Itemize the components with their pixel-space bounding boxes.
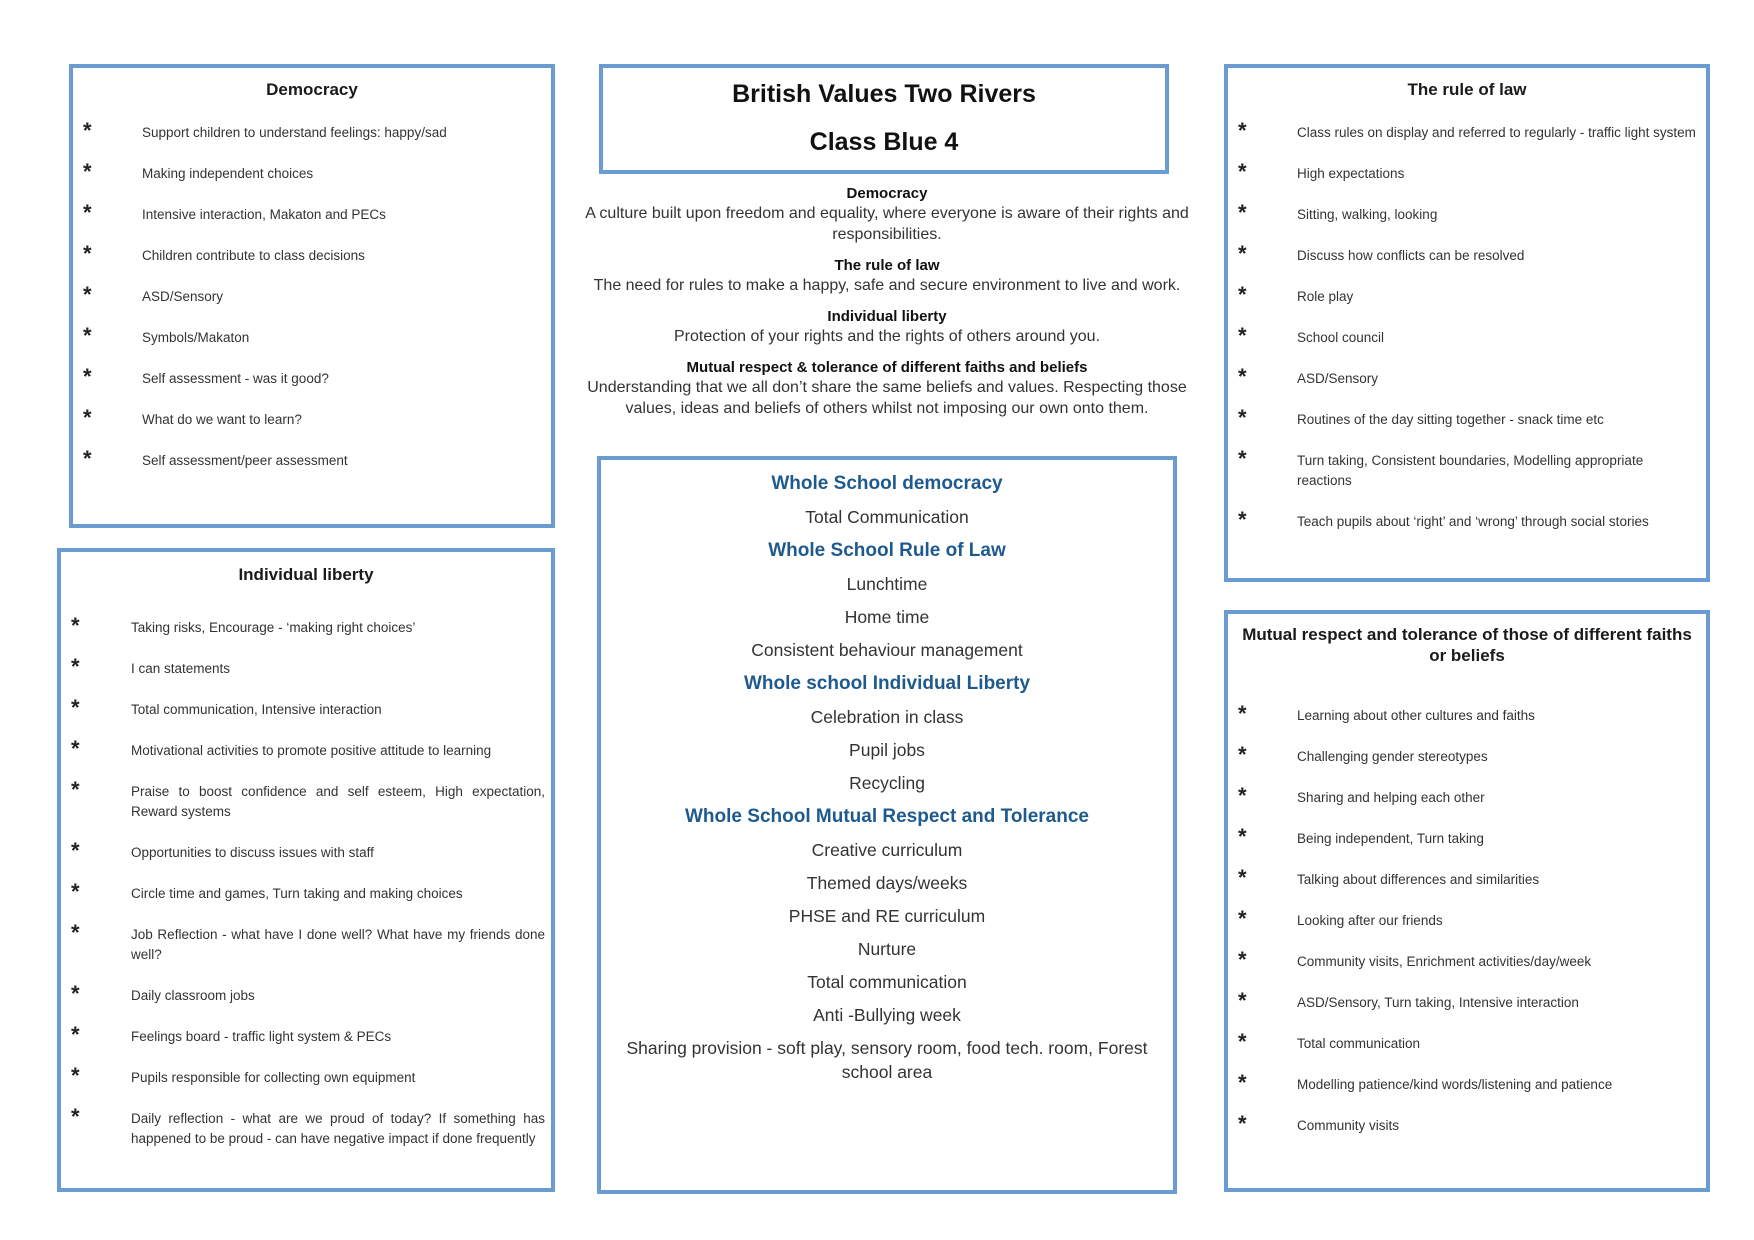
list-item-text: Community visits, Enrichment activities/day/week bbox=[1297, 954, 1592, 969]
asterisk-bullet-icon: * bbox=[1238, 906, 1247, 931]
mutual-respect-title: Mutual respect and tolerance of those of different faiths or beliefs bbox=[1242, 625, 1692, 665]
list-item bbox=[83, 241, 543, 266]
whole-school-item: Recycling bbox=[849, 773, 925, 793]
list-item bbox=[71, 838, 545, 863]
definition-text: The need for rules to make a happy, safe and secure environment to live and work. bbox=[593, 277, 1181, 294]
list-item-text: Sitting, walking, looking bbox=[1297, 207, 1438, 222]
definition-text: Understanding that we all don’t share the same beliefs and values. Respecting those values, ideas and beliefs of others whilst not imposing our own onto them. bbox=[587, 379, 1187, 417]
whole-school-panel bbox=[597, 456, 1177, 1194]
whole-school-item: Themed days/weeks bbox=[806, 873, 968, 893]
whole-school-item: Sharing provision - soft play, sensory room, food tech. room, Forest school area bbox=[626, 1038, 1148, 1082]
whole-school-heading: Whole School Mutual Respect and Tolerance bbox=[685, 806, 1089, 827]
page-subtitle: Class Blue 4 bbox=[809, 128, 959, 156]
list-item-text: Talking about differences and similarities bbox=[1297, 872, 1540, 887]
list-item bbox=[83, 446, 543, 471]
asterisk-bullet-icon: * bbox=[1238, 159, 1247, 184]
asterisk-bullet-icon: * bbox=[1238, 988, 1247, 1013]
asterisk-bullet-icon: * bbox=[71, 838, 80, 863]
definition-text: Protection of your rights and the rights of others around you. bbox=[673, 328, 1101, 345]
list-item-text: Sharing and helping each other bbox=[1297, 790, 1485, 805]
asterisk-bullet-icon: * bbox=[83, 118, 92, 143]
list-item bbox=[83, 118, 543, 143]
list-item bbox=[1238, 824, 1700, 849]
whole-school-item: Total Communication bbox=[805, 507, 969, 527]
asterisk-bullet-icon: * bbox=[83, 200, 92, 225]
asterisk-bullet-icon: * bbox=[1238, 742, 1247, 767]
list-item-text: ASD/Sensory, Turn taking, Intensive interaction bbox=[1297, 995, 1579, 1010]
list-item-text: Taking risks, Encourage - ‘making right choices’ bbox=[131, 620, 416, 635]
list-item bbox=[1238, 988, 1700, 1013]
list-item-text: Job Reflection - what have I done well? What have my friends done well? bbox=[131, 927, 545, 962]
asterisk-bullet-icon: * bbox=[71, 613, 80, 638]
list-item bbox=[1238, 241, 1700, 266]
list-item bbox=[83, 405, 543, 430]
list-item-text: Teach pupils about ‘right’ and ‘wrong’ through social stories bbox=[1297, 514, 1649, 529]
list-item-text: Feelings board - traffic light system & PECs bbox=[131, 1029, 392, 1044]
list-item bbox=[1238, 1111, 1700, 1136]
asterisk-bullet-icon: * bbox=[83, 364, 92, 389]
asterisk-bullet-icon: * bbox=[83, 159, 92, 184]
whole-school-item: Celebration in class bbox=[810, 707, 964, 727]
list-item-text: Modelling patience/kind words/listening and patience bbox=[1297, 1077, 1613, 1092]
asterisk-bullet-icon: * bbox=[1238, 446, 1247, 471]
mutual-respect-panel bbox=[1224, 610, 1710, 1192]
rule-of-law-panel bbox=[1224, 64, 1710, 582]
asterisk-bullet-icon: * bbox=[71, 1104, 80, 1129]
asterisk-bullet-icon: * bbox=[71, 777, 80, 802]
whole-school-heading: Whole School Rule of Law bbox=[768, 540, 1006, 561]
list-item bbox=[1238, 1029, 1700, 1054]
asterisk-bullet-icon: * bbox=[71, 1022, 80, 1047]
list-item bbox=[71, 920, 545, 965]
democracy-list bbox=[83, 118, 543, 492]
whole-school-item: Creative curriculum bbox=[811, 840, 963, 860]
list-item bbox=[71, 981, 545, 1006]
list-item-text: Role play bbox=[1297, 289, 1354, 304]
definition-heading: Individual liberty bbox=[827, 308, 947, 325]
list-item bbox=[71, 695, 545, 720]
list-item-text: Support children to understand feelings: happy/sad bbox=[142, 125, 447, 140]
definition-text: A culture built upon freedom and equality, where everyone is aware of their rights and responsibilities. bbox=[585, 205, 1189, 243]
list-item-text: What do we want to learn? bbox=[142, 412, 302, 427]
list-item-text: Discuss how conflicts can be resolved bbox=[1297, 248, 1525, 263]
asterisk-bullet-icon: * bbox=[1238, 783, 1247, 808]
individual-liberty-list bbox=[71, 613, 545, 1170]
whole-school-item: Consistent behaviour management bbox=[751, 640, 1023, 660]
asterisk-bullet-icon: * bbox=[1238, 118, 1247, 143]
list-item-text: School council bbox=[1297, 330, 1385, 345]
list-item-text: Children contribute to class decisions bbox=[142, 248, 365, 263]
list-item-text: ASD/Sensory bbox=[142, 289, 224, 304]
whole-school-item: PHSE and RE curriculum bbox=[788, 906, 986, 926]
asterisk-bullet-icon: * bbox=[1238, 507, 1247, 532]
list-item bbox=[1238, 200, 1700, 225]
asterisk-bullet-icon: * bbox=[83, 282, 92, 307]
list-item-text: Self assessment - was it good? bbox=[142, 371, 329, 386]
asterisk-bullet-icon: * bbox=[1238, 241, 1247, 266]
asterisk-bullet-icon: * bbox=[71, 736, 80, 761]
asterisk-bullet-icon: * bbox=[71, 920, 80, 945]
list-item-text: Looking after our friends bbox=[1297, 913, 1443, 928]
list-item bbox=[83, 364, 543, 389]
list-item-text: Challenging gender stereotypes bbox=[1297, 749, 1488, 764]
list-item bbox=[83, 200, 543, 225]
list-item bbox=[71, 736, 545, 761]
individual-liberty-title: Individual liberty bbox=[238, 565, 374, 584]
list-item-text: Total communication bbox=[1297, 1036, 1421, 1051]
asterisk-bullet-icon: * bbox=[1238, 323, 1247, 348]
whole-school-heading: Whole School democracy bbox=[771, 473, 1003, 494]
whole-school-item: Anti -Bullying week bbox=[813, 1005, 961, 1025]
list-item-text: Motivational activities to promote positive attitude to learning bbox=[131, 743, 492, 758]
list-item bbox=[1238, 865, 1700, 890]
asterisk-bullet-icon: * bbox=[1238, 1111, 1247, 1136]
list-item-text: High expectations bbox=[1297, 166, 1405, 181]
list-item-text: Being independent, Turn taking bbox=[1297, 831, 1484, 846]
democracy-panel bbox=[69, 64, 555, 528]
asterisk-bullet-icon: * bbox=[1238, 865, 1247, 890]
definition-heading: Mutual respect & tolerance of different faiths and beliefs bbox=[686, 359, 1088, 376]
list-item bbox=[71, 654, 545, 679]
asterisk-bullet-icon: * bbox=[83, 323, 92, 348]
definitions-section bbox=[582, 184, 1192, 430]
asterisk-bullet-icon: * bbox=[1238, 1029, 1247, 1054]
list-item-text: Routines of the day sitting together - snack time etc bbox=[1297, 412, 1604, 427]
asterisk-bullet-icon: * bbox=[71, 695, 80, 720]
list-item-text: Intensive interaction, Makaton and PECs bbox=[142, 207, 386, 222]
list-item bbox=[71, 613, 545, 638]
individual-liberty-panel bbox=[57, 548, 555, 1192]
asterisk-bullet-icon: * bbox=[1238, 947, 1247, 972]
list-item-text: Class rules on display and referred to regularly - traffic light system bbox=[1297, 125, 1696, 140]
definition-heading: The rule of law bbox=[834, 257, 940, 274]
asterisk-bullet-icon: * bbox=[71, 879, 80, 904]
asterisk-bullet-icon: * bbox=[1238, 824, 1247, 849]
rule-of-law-list bbox=[1238, 118, 1700, 553]
list-item-text: Total communication, Intensive interaction bbox=[131, 702, 382, 717]
list-item bbox=[71, 879, 545, 904]
asterisk-bullet-icon: * bbox=[1238, 701, 1247, 726]
list-item bbox=[1238, 282, 1700, 307]
whole-school-item: Nurture bbox=[857, 939, 917, 959]
mutual-respect-list bbox=[1238, 701, 1700, 1157]
list-item bbox=[1238, 742, 1700, 767]
asterisk-bullet-icon: * bbox=[71, 654, 80, 679]
list-item bbox=[1238, 783, 1700, 808]
list-item-text: Praise to boost confidence and self esteem, High expectation, Reward systems bbox=[131, 784, 545, 819]
asterisk-bullet-icon: * bbox=[1238, 200, 1247, 225]
whole-school-heading: Whole school Individual Liberty bbox=[743, 673, 1031, 694]
list-item bbox=[1238, 701, 1700, 726]
list-item-text: Learning about other cultures and faiths bbox=[1297, 708, 1535, 723]
asterisk-bullet-icon: * bbox=[83, 241, 92, 266]
rule-of-law-title: The rule of law bbox=[1407, 80, 1527, 99]
whole-school-item: Lunchtime bbox=[846, 574, 928, 594]
title-panel bbox=[599, 64, 1169, 174]
list-item bbox=[1238, 507, 1700, 532]
definition-heading: Democracy bbox=[846, 185, 928, 202]
list-item-text: Turn taking, Consistent boundaries, Modelling appropriate reactions bbox=[1297, 453, 1644, 488]
whole-school-item: Total communication bbox=[807, 972, 967, 992]
list-item-text: Pupils responsible for collecting own equipment bbox=[131, 1070, 416, 1085]
list-item bbox=[71, 1022, 545, 1047]
list-item-text: I can statements bbox=[131, 661, 231, 676]
asterisk-bullet-icon: * bbox=[1238, 282, 1247, 307]
list-item bbox=[83, 282, 543, 307]
list-item-text: Circle time and games, Turn taking and making choices bbox=[131, 886, 463, 901]
asterisk-bullet-icon: * bbox=[83, 405, 92, 430]
list-item bbox=[1238, 405, 1700, 430]
list-item-text: Making independent choices bbox=[142, 166, 314, 181]
asterisk-bullet-icon: * bbox=[83, 446, 92, 471]
list-item bbox=[1238, 323, 1700, 348]
list-item bbox=[1238, 947, 1700, 972]
asterisk-bullet-icon: * bbox=[1238, 405, 1247, 430]
list-item-text: Daily reflection - what are we proud of today? If something has happened to be proud - can have negative impact if done frequently bbox=[131, 1111, 545, 1146]
list-item bbox=[83, 159, 543, 184]
list-item bbox=[1238, 446, 1700, 491]
asterisk-bullet-icon: * bbox=[1238, 364, 1247, 389]
list-item-text: Self assessment/peer assessment bbox=[142, 453, 348, 468]
list-item-text: Daily classroom jobs bbox=[131, 988, 255, 1003]
asterisk-bullet-icon: * bbox=[1238, 1070, 1247, 1095]
list-item-text: Community visits bbox=[1297, 1118, 1400, 1133]
list-item bbox=[71, 777, 545, 822]
list-item-text: Opportunities to discuss issues with staff bbox=[131, 845, 374, 860]
list-item bbox=[1238, 906, 1700, 931]
list-item-text: Symbols/Makaton bbox=[142, 330, 250, 345]
democracy-title: Democracy bbox=[266, 80, 358, 99]
list-item bbox=[83, 323, 543, 348]
list-item-text: ASD/Sensory bbox=[1297, 371, 1379, 386]
list-item bbox=[71, 1063, 545, 1088]
list-item bbox=[1238, 1070, 1700, 1095]
asterisk-bullet-icon: * bbox=[71, 981, 80, 1006]
list-item bbox=[71, 1104, 545, 1149]
list-item bbox=[1238, 118, 1700, 143]
list-item bbox=[1238, 364, 1700, 389]
page-title: British Values Two Rivers bbox=[732, 80, 1036, 108]
whole-school-item: Home time bbox=[844, 607, 930, 627]
whole-school-item: Pupil jobs bbox=[849, 740, 925, 760]
asterisk-bullet-icon: * bbox=[71, 1063, 80, 1088]
list-item bbox=[1238, 159, 1700, 184]
